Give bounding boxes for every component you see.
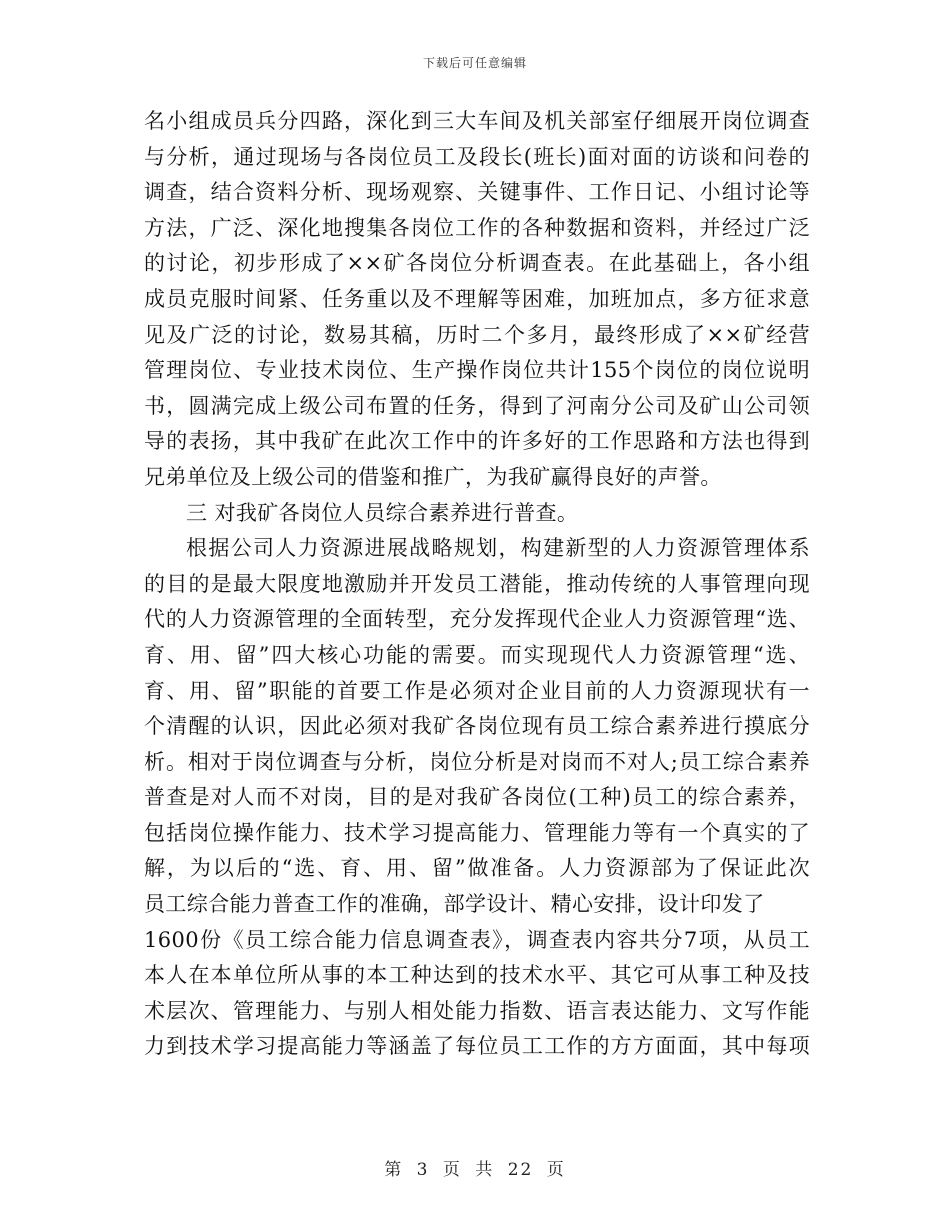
text-line: 的目的是最大限度地激励并开发员工潜能，推动传统的人事管理向现 (144, 571, 810, 596)
text-line: 兄弟单位及上级公司的借鉴和推广，为我矿赢得良好的声誉。 (144, 464, 722, 489)
text-line: 析。相对于岗位调查与分析，岗位分析是对岗而不对人;员工综合素养 (144, 749, 810, 774)
page-header: 下载后可任意编辑 (422, 56, 527, 70)
text-line: 方法，广泛、深化地搜集各岗位工作的各种数据和资料，并经过广泛 (144, 215, 810, 240)
text-line: 包括岗位操作能力、技术学习提高能力、管理能力等有一个真实的了 (144, 820, 810, 845)
text-line: 解，为以后的“选、育、用、留”做准备。人力资源部为了保证此次 (144, 856, 810, 881)
text-line: 三 对我矿各岗位人员综合素养进行普查。 (186, 500, 579, 525)
text-line: 员工综合能力普查工作的准确，部学设计、精心安排，设计印发了 (144, 892, 765, 917)
text-line: 个清醒的认识，因此必须对我矿各岗位现有员工综合素养进行摸底分 (144, 714, 810, 739)
text-line: 导的表扬，其中我矿在此次工作中的许多好的工作思路和方法也得到 (144, 429, 810, 454)
document-body (144, 104, 810, 1065)
text-line: 普查是对人而不对岗，目的是对我矿各岗位(工种)员工的综合素养， (144, 785, 810, 810)
text-line: 管理岗位、专业技术岗位、生产操作岗位共计155个岗位的岗位说明 (144, 358, 810, 383)
text-line: 与分析，通过现场与各岗位员工及段长(班长)面对面的访谈和问卷的 (144, 144, 810, 169)
text-line: 调查，结合资料分析、现场观察、关键事件、工作日记、小组讨论等 (144, 180, 810, 205)
text-line: 术层次、管理能力、与别人相处能力指数、语言表达能力、文写作能 (144, 998, 810, 1023)
text-line: 育、用、留”职能的首要工作是必须对企业目前的人力资源现状有一 (144, 678, 810, 703)
text-line: 1600份《员工综合能力信息调查表》，调查表内容共分7项，从员工 (144, 927, 810, 952)
text-line: 书，圆满完成上级公司布置的任务，得到了河南分公司及矿山公司领 (144, 393, 810, 418)
text-line: 根据公司人力资源进展战略规划，构建新型的人力资源管理体系 (186, 536, 810, 561)
text-line: 代的人力资源管理的全面转型，充分发挥现代企业人力资源管理“选、 (144, 607, 810, 632)
text-line: 成员克服时间紧、任务重以及不理解等困难，加班加点，多方征求意 (144, 286, 810, 311)
text-line: 育、用、留”四大核心功能的需要。而实现现代人力资源管理“选、 (144, 642, 810, 667)
text-line: 力到技术学习提高能力等涵盖了每位员工工作的方方面面，其中每项 (144, 1034, 810, 1059)
text-line: 的讨论，初步形成了××矿各岗位分析调查表。在此基础上，各小组 (144, 251, 810, 276)
text-line: 本人在本单位所从事的本工种达到的技术水平、其它可从事工种及技 (144, 963, 810, 988)
text-line: 见及广泛的讨论，数易其稿，历时二个多月，最终形成了××矿经营 (144, 322, 810, 347)
text-line: 名小组成员兵分四路，深化到三大车间及机关部室仔细展开岗位调查 (144, 109, 810, 133)
page-number-footer: 第 3 页 共 22 页 (384, 1160, 566, 1180)
